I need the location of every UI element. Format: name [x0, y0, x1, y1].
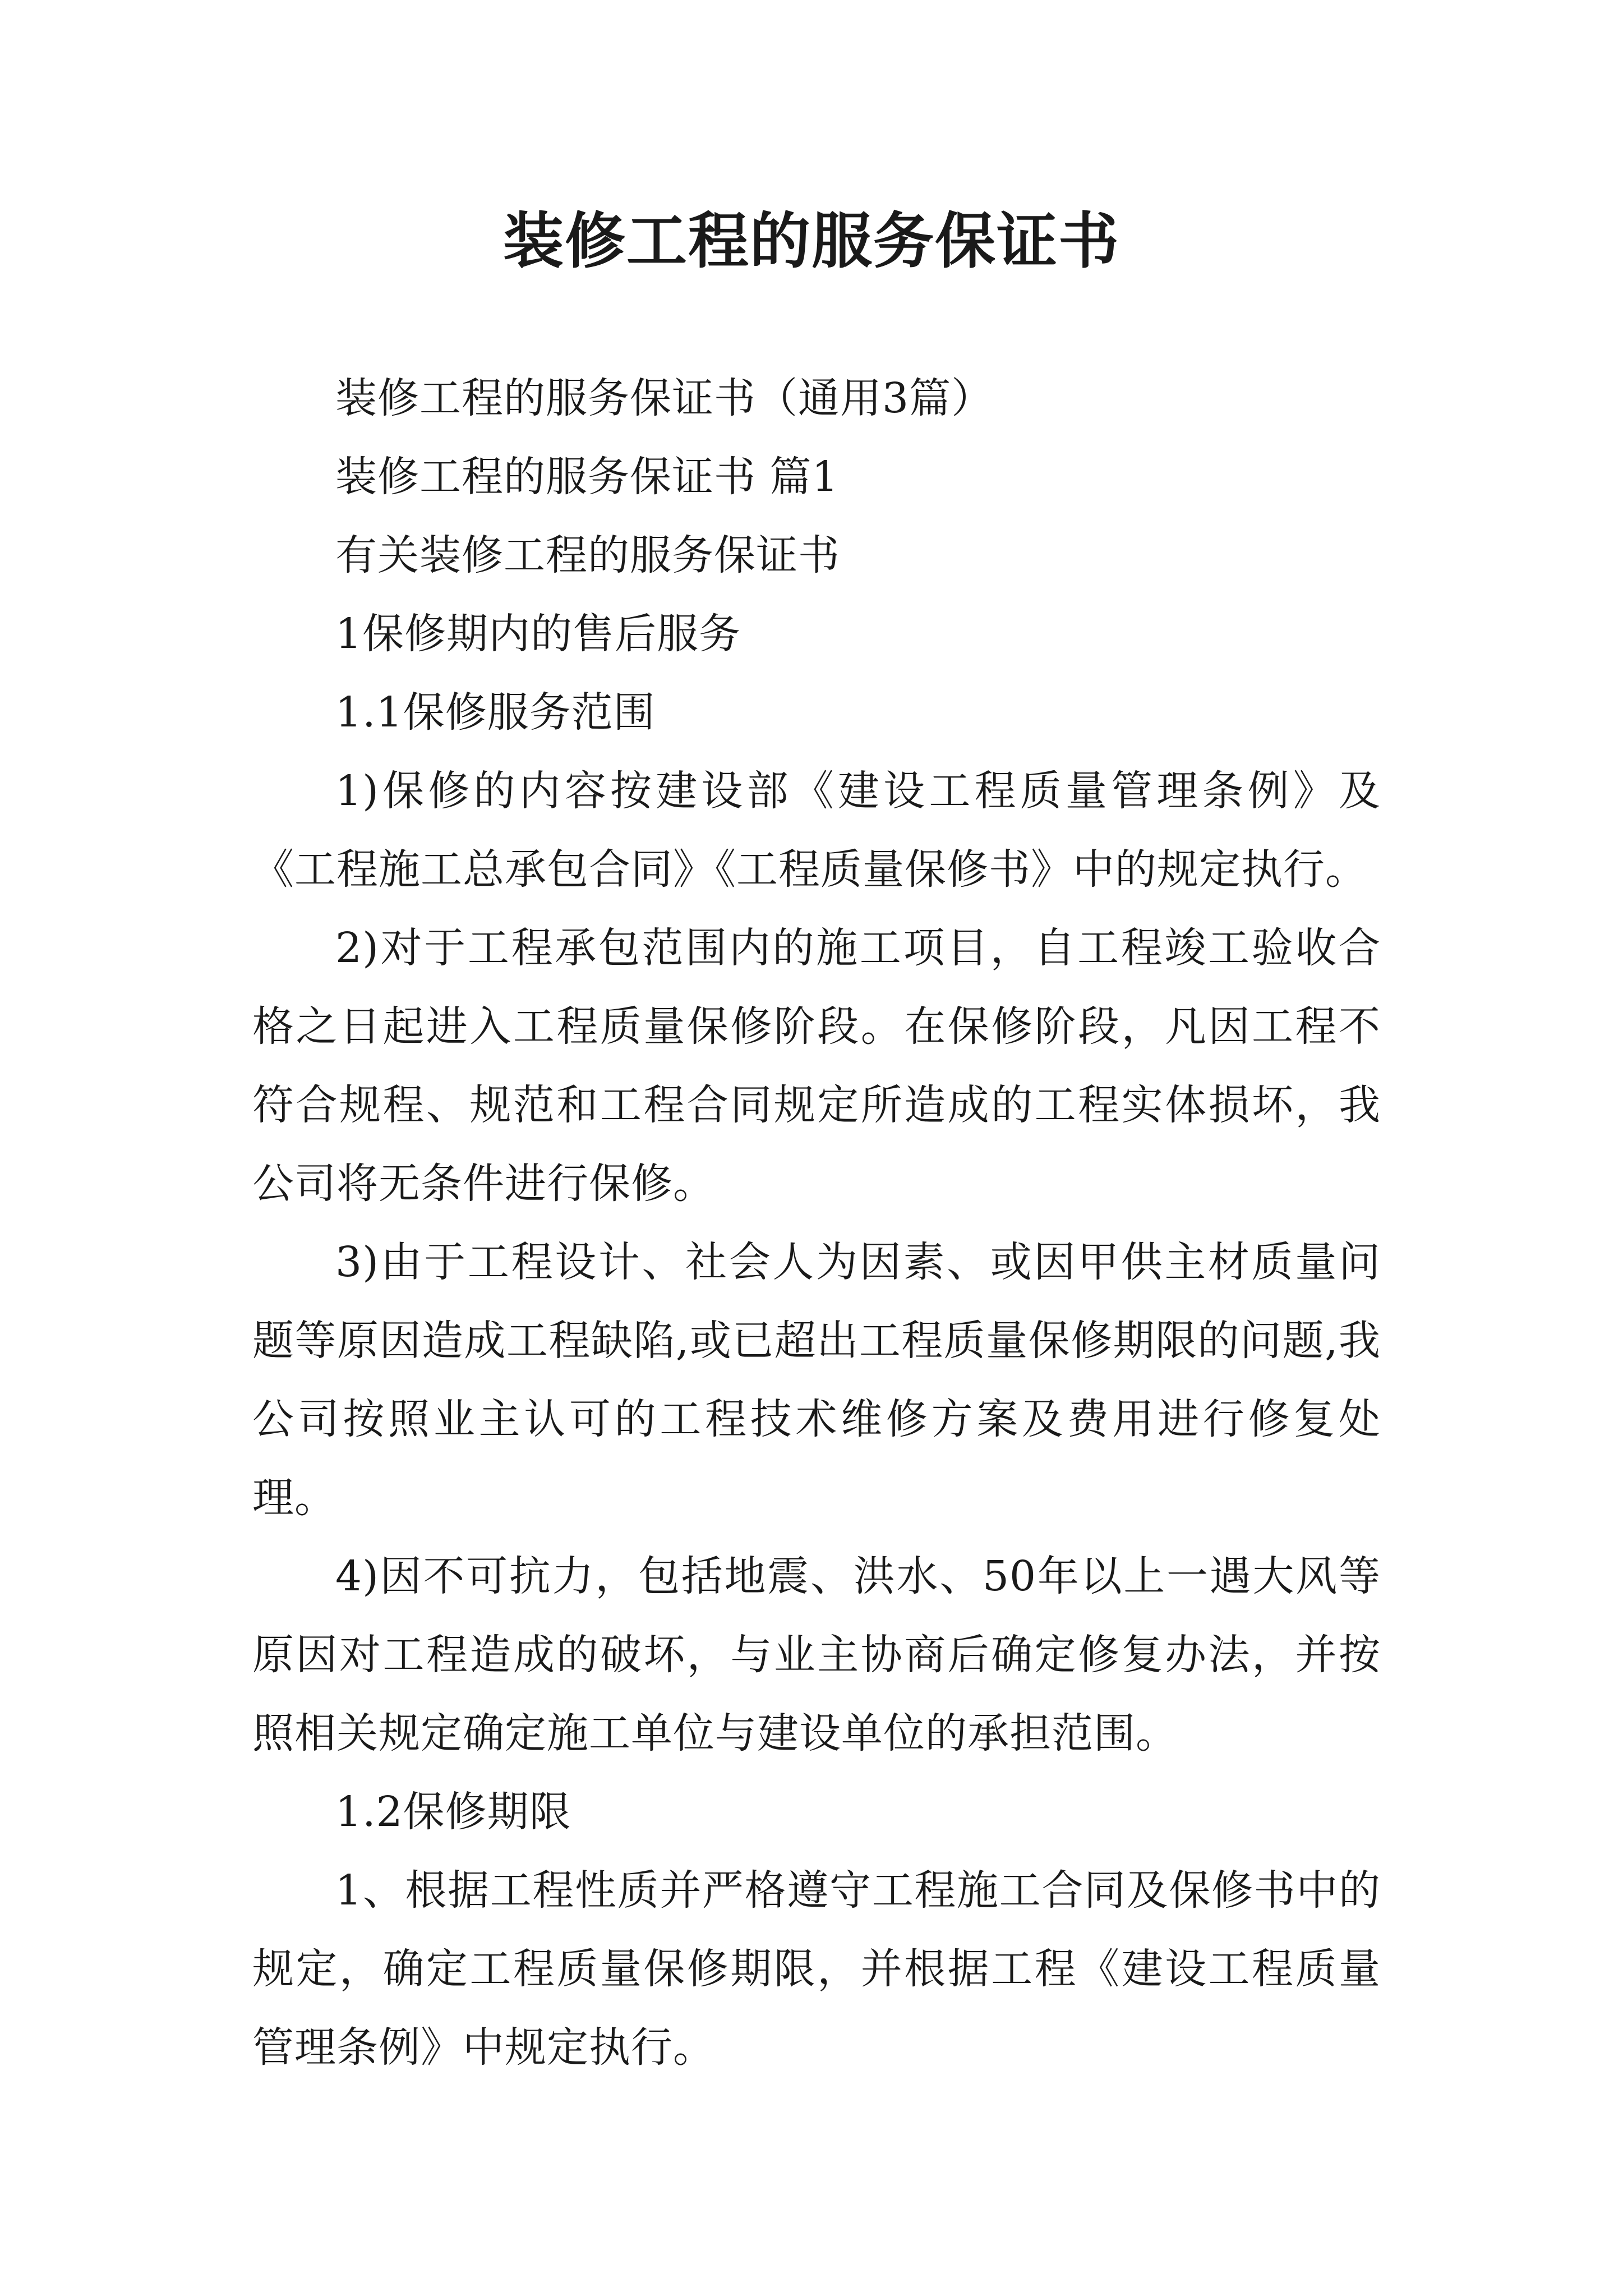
body-paragraph: 4)因不可抗力，包括地震、洪水、50年以上一遇大风等原因对工程造成的破坏，与业主协商后确定修复办法，并按照相关规定确定施工单位与建设单位的承担范围。 — [252, 1552, 1381, 1757]
body-paragraph: 2)对于工程承包范围内的施工项目，自工程竣工验收合格之日起进入工程质量保修阶段。在保修阶段，凡因工程不符合规程、规范和工程合同规定所造成的工程实体损坏，我公司将无条件进行保修。 — [252, 924, 1381, 1208]
body-paragraph: 3)由于工程设计、社会人为因素、或因甲供主材质量问题等原因造成工程缺陷,或已超出工程质量保修期限的问题,我公司按照业主认可的工程技术维修方案及费用进行修复处理。 — [252, 1238, 1381, 1522]
document-body — [252, 359, 1381, 2087]
document-title: 装修工程的服务保证书 — [502, 206, 1120, 277]
subtitle-paragraph: 装修工程的服务保证书（通用3篇） — [335, 374, 994, 422]
body-paragraph: 1、根据工程性质并严格遵守工程施工合同及保修书中的规定，确定工程质量保修期限，并根据工程《建设工程质量管理条例》中规定执行。 — [252, 1866, 1381, 2072]
section-heading: 1.2保修期限 — [335, 1788, 571, 1836]
body-paragraph: 1)保修的内容按建设部《建设工程质量管理条例》及《工程施工总承包合同》《工程质量保修书》中的规定执行。 — [252, 767, 1381, 894]
section-heading: 有关装修工程的服务保证书 — [335, 531, 840, 579]
section-heading: 1.1保修服务范围 — [335, 688, 656, 737]
section-heading: 1保修期内的售后服务 — [335, 610, 741, 658]
section-heading: 装修工程的服务保证书 篇1 — [335, 453, 839, 501]
